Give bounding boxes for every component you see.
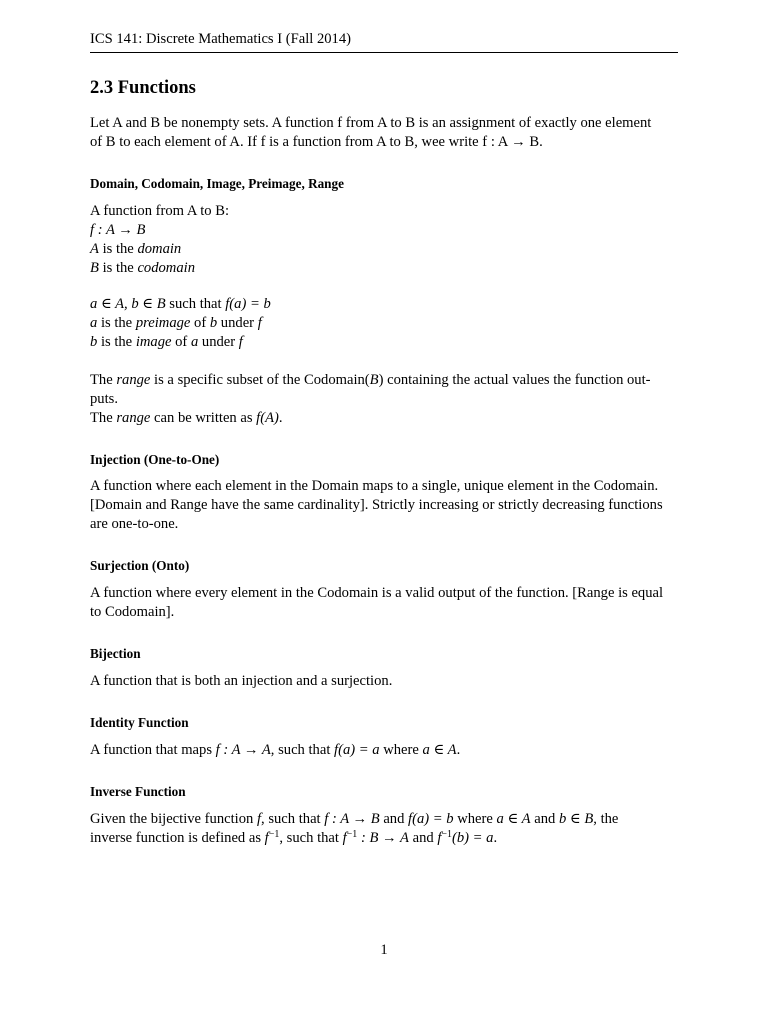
range-written-text: can be written as <box>150 410 257 426</box>
inverse-paragraph <box>90 810 678 848</box>
identity-text-c: , such that <box>270 742 335 758</box>
domain-term: domain <box>137 241 182 257</box>
preimage-sets: a ∈ A, b ∈ B <box>90 296 166 312</box>
superscript-minus-one: −1 <box>441 829 453 840</box>
surjection-paragraph <box>90 584 678 622</box>
domain-line-2: f : A → B <box>90 222 146 238</box>
injection-line-1: A function where each element in the Domain maps to a single, unique element in the Codomain. <box>90 478 659 494</box>
text-the: The <box>90 372 117 388</box>
identity-membership: a ∈ A <box>422 742 457 758</box>
text-such-that: , such that <box>279 830 343 846</box>
codomain-term: codomain <box>137 260 195 276</box>
domain-var-a: A <box>90 241 99 257</box>
var-b: b <box>209 315 218 331</box>
superscript-minus-one: −1 <box>268 829 280 840</box>
inverse-map: : B → A <box>357 830 409 846</box>
codomain-text-is: is the <box>98 260 138 276</box>
surjection-heading: Surjection (Onto) <box>90 558 190 573</box>
page-number: 1 <box>380 942 388 958</box>
range-line-2: puts. <box>90 391 118 407</box>
var-f: f <box>238 334 243 350</box>
intro-line-1: Let A and B be nonempty sets. A function f from A to B is an assignment of exactly one element <box>90 115 652 131</box>
inverse-heading: Inverse Function <box>90 784 186 799</box>
var-f: f <box>264 830 269 846</box>
range-line-3 <box>90 409 678 428</box>
var-a: a <box>90 315 98 331</box>
text-where: where <box>453 811 497 827</box>
domain-line-1: A function from A to B: <box>90 203 230 219</box>
inverse-text: Given the bijective function <box>90 811 257 827</box>
identity-line-1 <box>90 741 678 760</box>
var-f: f <box>437 830 442 846</box>
text-is-the: is the <box>97 315 136 331</box>
injection-paragraph <box>90 477 678 534</box>
surjection-line-2: to Codomain]. <box>90 604 175 620</box>
inverse-equation: f(a) = b <box>408 811 454 827</box>
superscript-minus-one: −1 <box>346 829 358 840</box>
preimage-such-that: such that <box>165 296 226 312</box>
section-title: 2.3 Functions <box>90 78 196 98</box>
var-a: a <box>190 334 199 350</box>
identity-heading: Identity Function <box>90 715 189 730</box>
domain-text-is: is the <box>98 241 138 257</box>
intro-paragraph <box>90 114 678 152</box>
text-such-that: , such that <box>261 811 325 827</box>
running-header: ICS 141: Discrete Mathematics I (Fall 2014) <box>90 30 678 53</box>
inverse-line-1 <box>90 810 678 829</box>
preimage-line-2 <box>90 314 678 333</box>
range-block <box>90 371 678 428</box>
image-term: image <box>135 334 172 350</box>
bijection-heading: Bijection <box>90 646 141 661</box>
range-term: range <box>116 410 151 426</box>
membership-a: a ∈ A <box>496 811 531 827</box>
var-b: b <box>90 334 98 350</box>
var-b: B <box>369 372 379 388</box>
identity-text-where: where <box>379 742 423 758</box>
identity-equation: f(a) = a <box>334 742 380 758</box>
text-of: of <box>171 334 191 350</box>
inverse-line-2 <box>90 829 678 848</box>
identity-map: f : A → A <box>215 742 271 758</box>
preimage-block <box>90 295 678 352</box>
text-and: and <box>408 830 438 846</box>
surjection-line-1: A function where every element in the Codomain is a valid output of the function. [Range is equal <box>90 585 664 601</box>
bijection-paragraph <box>90 672 678 691</box>
range-text: is a specific subset of the Codomain( <box>150 372 370 388</box>
text-the: , the <box>593 811 619 827</box>
domain-heading: Domain, Codomain, Image, Preimage, Range <box>90 176 344 191</box>
preimage-equation: f(a) = b <box>225 296 271 312</box>
preimage-line-1 <box>90 295 678 314</box>
identity-paragraph <box>90 741 678 760</box>
preimage-line-3 <box>90 333 678 352</box>
text-of: of <box>190 315 210 331</box>
inverse-map: f : A → B <box>324 811 380 827</box>
identity-text-a: A function that maps <box>90 742 216 758</box>
injection-heading: Injection (One-to-One) <box>90 452 220 467</box>
text-and: and <box>530 811 559 827</box>
var-f: f <box>256 811 262 827</box>
domain-block <box>90 202 678 278</box>
range-line-1 <box>90 371 678 390</box>
codomain-var-b: B <box>90 260 99 276</box>
text-is-the: is the <box>97 334 136 350</box>
domain-line-3 <box>90 240 678 259</box>
text-under: under <box>217 315 258 331</box>
domain-line-4 <box>90 259 678 278</box>
inverse-equation: (b) = a <box>452 830 494 846</box>
intro-line-2: of B to each element of A. If f is a function from A to B, wee write f : A → B. <box>90 134 543 150</box>
range-expression: f(A) <box>256 410 279 426</box>
text-under: under <box>198 334 239 350</box>
bijection-line-1: A function that is both an injection and a surjection. <box>90 673 393 689</box>
text-and: and <box>379 811 409 827</box>
membership-b: b ∈ B <box>558 811 594 827</box>
var-f: f <box>257 315 262 331</box>
text-the: The <box>90 410 117 426</box>
period: . <box>456 742 461 758</box>
var-f: f <box>342 830 347 846</box>
period: . <box>493 830 498 846</box>
injection-line-2: [Domain and Range have the same cardinality]. Strictly increasing or strictly decreasing functions <box>90 497 663 513</box>
inverse-defined-text: inverse function is defined as <box>90 830 265 846</box>
range-term: range <box>116 372 151 388</box>
period: . <box>278 410 283 426</box>
preimage-term: preimage <box>135 315 191 331</box>
injection-line-3: are one-to-one. <box>90 516 179 532</box>
range-text-cont: ) containing the actual values the function out- <box>378 372 651 388</box>
